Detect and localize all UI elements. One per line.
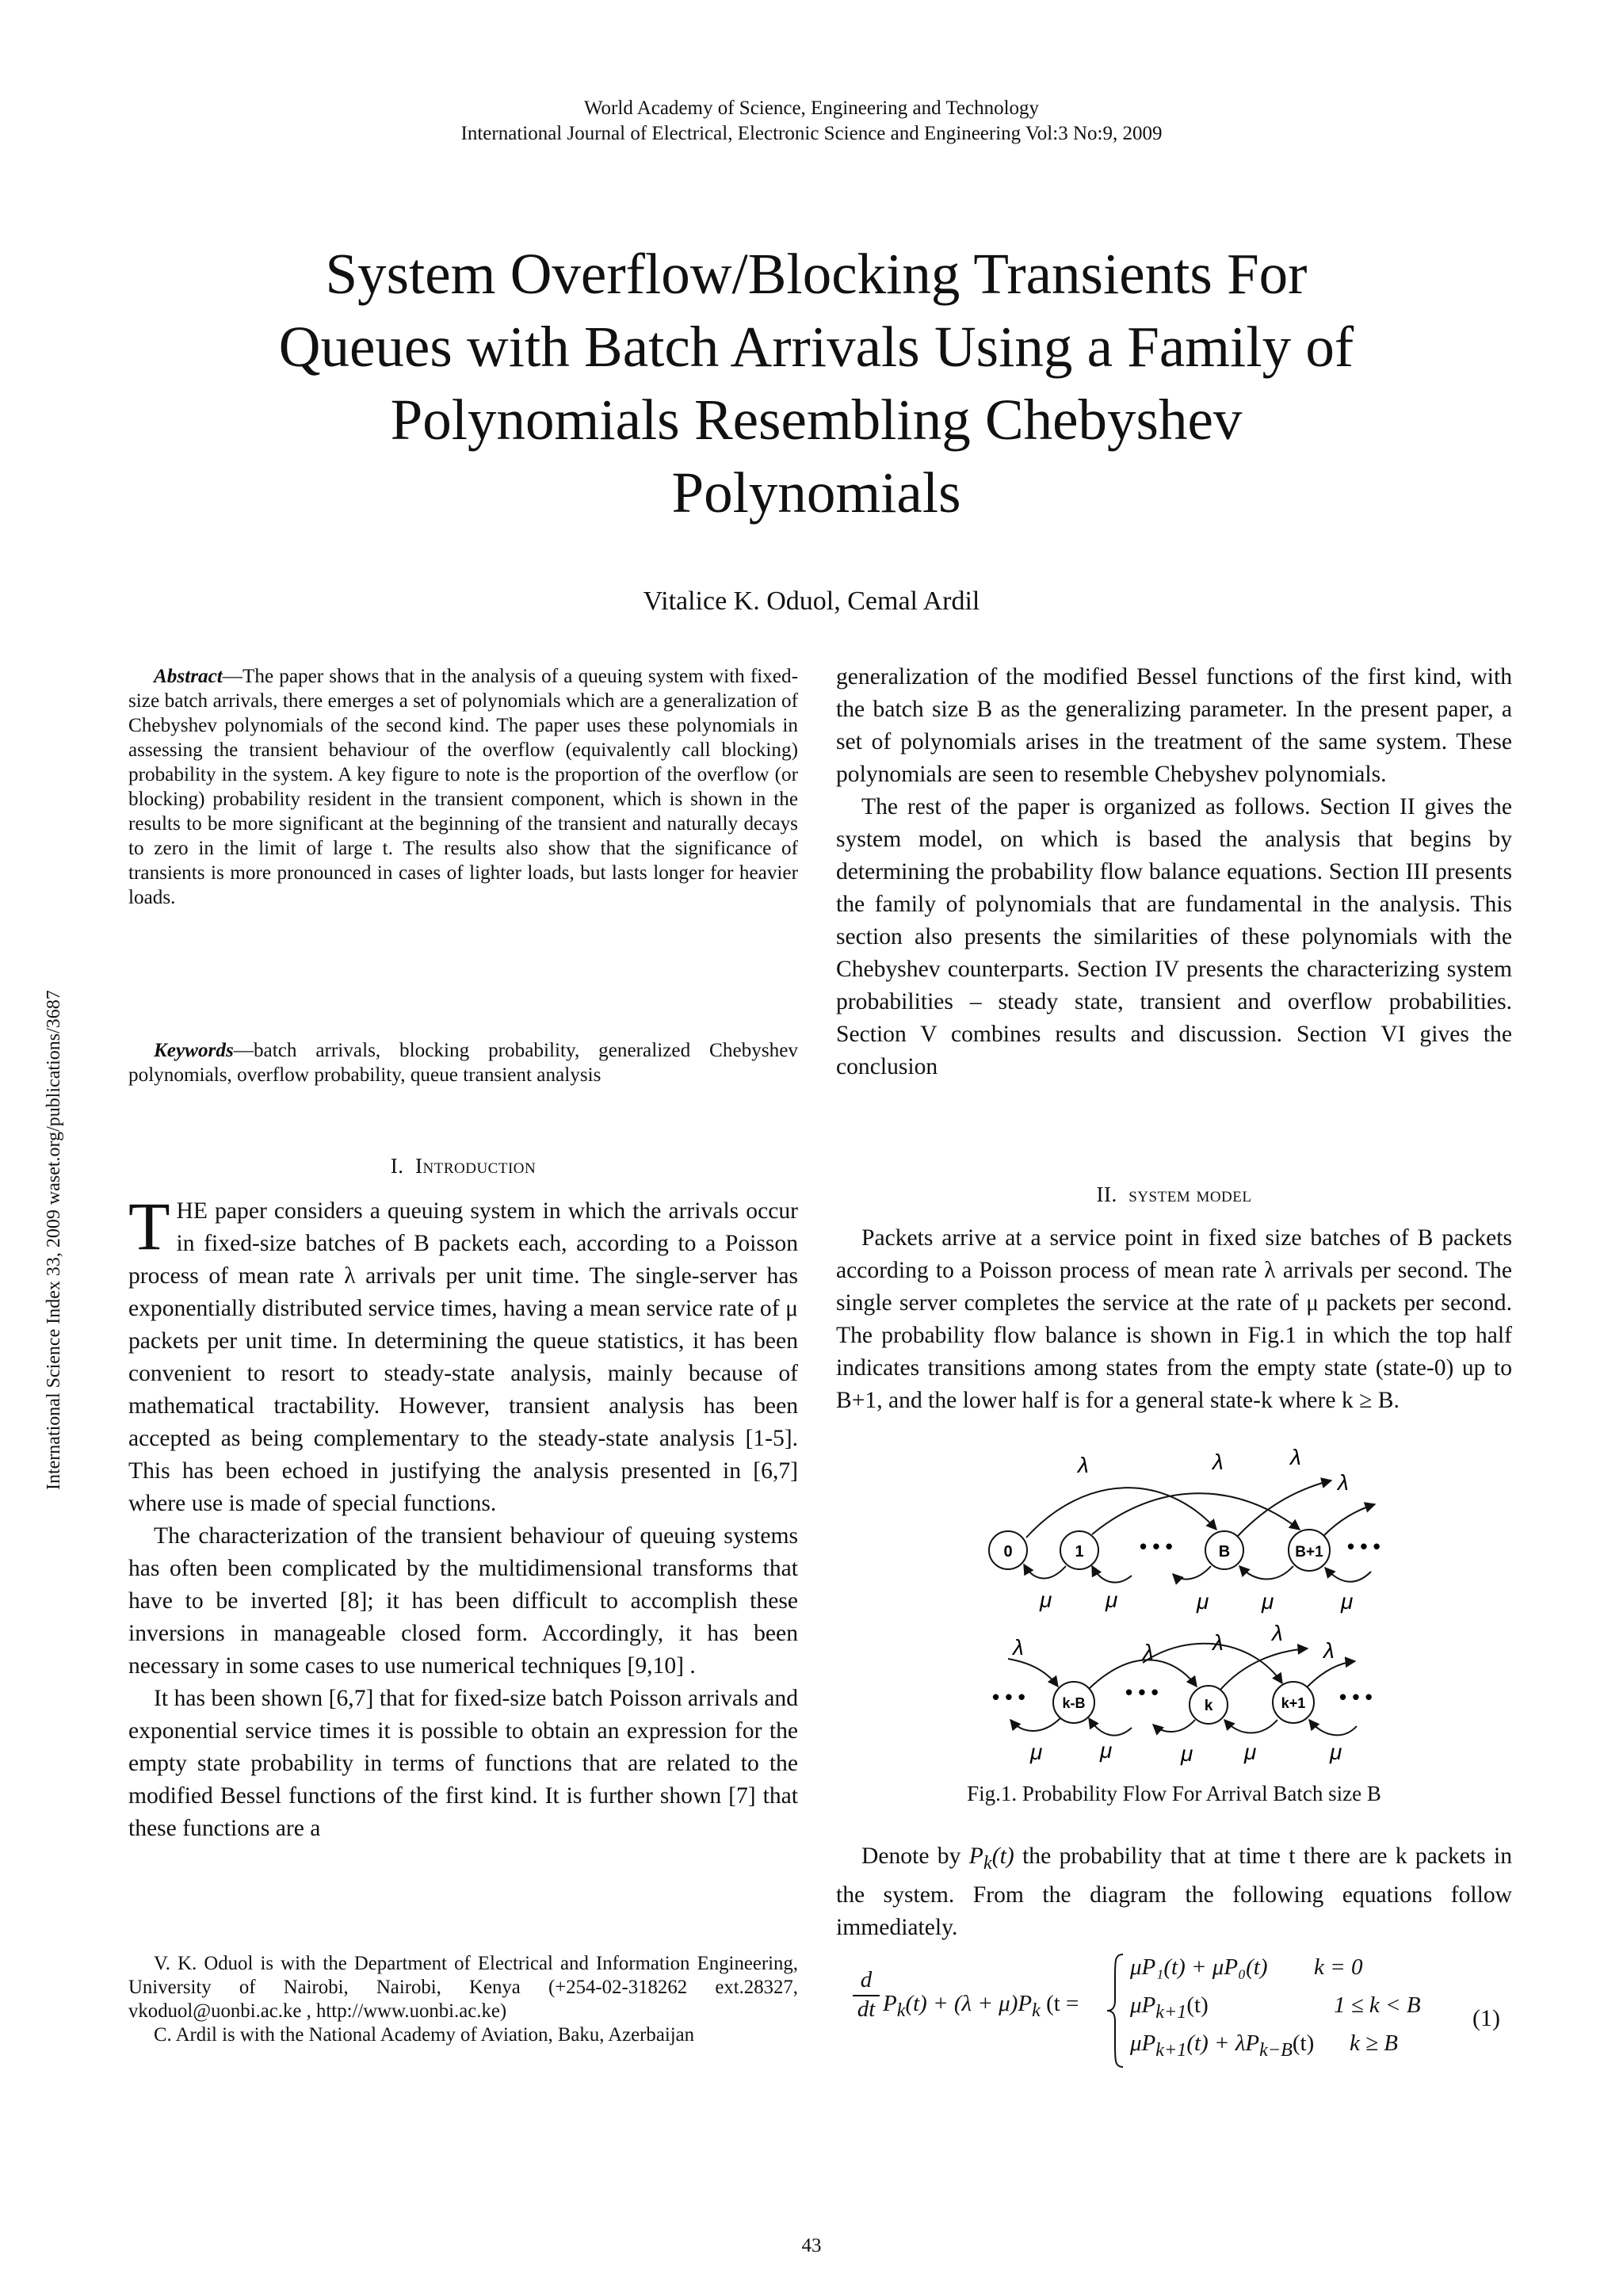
section-number: I. xyxy=(390,1154,404,1178)
eq-lhs-rest: (t) + (λ + μ)P xyxy=(905,1991,1033,2016)
eq-case-2: μP xyxy=(1130,1992,1156,2018)
mu-label: μ xyxy=(1030,1740,1043,1764)
lambda-label: λ xyxy=(1290,1445,1301,1469)
lead-word: HE xyxy=(176,1198,208,1224)
footnote-line: C. Ardil is with the National Academy of Aviation, Baku, Azerbaijan xyxy=(154,2024,695,2046)
right-column-intro xyxy=(836,661,1512,1083)
mu-label: μ xyxy=(1181,1741,1193,1766)
mu-label: μ xyxy=(1197,1589,1209,1614)
symbol-sub: k xyxy=(983,1851,992,1874)
eq-case-3: μP xyxy=(1130,2030,1156,2056)
figure-probability-flow xyxy=(951,1425,1426,1782)
lambda-label: λ xyxy=(1212,1450,1224,1474)
abstract-label: Abstract xyxy=(154,666,223,687)
mu-label: μ xyxy=(1330,1740,1342,1764)
system-model-body xyxy=(836,1222,1512,1417)
equation-number: (1) xyxy=(1472,2005,1500,2031)
lambda-arc xyxy=(1308,1661,1355,1687)
text: the probability that at time t there are k packets in the system. From the diagram the following equations follow immediately. xyxy=(836,1843,1512,1940)
text: Denote by xyxy=(861,1843,969,1869)
lambda-arc xyxy=(1008,1659,1058,1687)
paragraph: It has been shown [6,7] that for fixed-size batch Poisson arrivals and exponential service times it is possible to obtain an expression for the empty state probability in terms of functions that are related to the modified Bessel functions of the first kind. It is further shown [7] that these functions are a xyxy=(128,1686,798,1841)
lambda-label: λ xyxy=(1212,1630,1224,1655)
eq-cond-1: k = 0 xyxy=(1314,1954,1363,1980)
paragraph: The rest of the paper is organized as follows. Section II gives the system model, on which is based the analysis that begins by determining the probability flow balance equations. Section III presents the family of polynomials that are fundamental in the analysis. This section also presents the similarities of these polynomials with the Chebyshev counterparts. Section IV presents the characterizing system probabilities – steady state, transient and overflow probabilities. Section V combines results and discussion. Section VI gives the conclusion xyxy=(836,794,1512,1079)
eq-sub: k+1 xyxy=(1155,2000,1187,2023)
keywords xyxy=(128,1038,798,1087)
mu-arc xyxy=(1224,1720,1277,1733)
abstract-text: —The paper shows that in the analysis of a queuing system with fixed-size batch arrivals, there emerges a set of polynomials which are a generalization of Chebyshev polynomials of the second kind. The paper uses these polynomials in assessing the transient behaviour of the overflow (equivalently call blocking) probability in the system. A key figure to note is the proportion of the overflow (or blocking) probability resident in the transient component, which is shown in the results to be more significant at the beginning of the transient and naturally decays to zero in the limit of large t. The results also show that the significance of transients is more pronounced in cases of lighter loads, but lasts longer for heavier loads. xyxy=(128,666,798,908)
mu-label: μ xyxy=(1244,1740,1257,1764)
footnote-line: V. K. Oduol is with the Department of Electrical and Information Engineering, University of Nairobi, Nairobi, Kenya (+254-02-318262 ext.28327, vkoduol@uonbi.ac.ke , http://www.uonbi.ac.ke) xyxy=(128,1953,798,2022)
ellipsis: • • • xyxy=(1125,1680,1159,1704)
node-label: k-B xyxy=(1062,1695,1086,1711)
ellipsis: • • • xyxy=(1339,1685,1373,1709)
eq-cond-2: 1 ≤ k < B xyxy=(1334,1992,1421,2018)
lambda-arc xyxy=(1026,1488,1216,1538)
mu-arc xyxy=(1239,1566,1293,1580)
eq-sub: k xyxy=(896,1999,906,2021)
lambda-label: λ xyxy=(1323,1638,1335,1663)
lambda-arc xyxy=(1238,1480,1331,1536)
page-number: 43 xyxy=(801,2235,822,2256)
mu-label: μ xyxy=(1341,1589,1354,1614)
eq-brace xyxy=(1104,1953,1128,2069)
mu-label: μ xyxy=(1106,1587,1118,1612)
node-label: k xyxy=(1204,1698,1213,1714)
keywords-label: Keywords xyxy=(154,1040,234,1061)
equation-1 xyxy=(838,1951,1512,2070)
mu-label: μ xyxy=(1100,1738,1113,1763)
eq-sub: k xyxy=(1032,1999,1041,2021)
section-heading-introduction xyxy=(128,1154,798,1179)
drop-cap: T xyxy=(128,1188,170,1264)
journal-name: World Academy of Science, Engineering and Technology xyxy=(583,97,1040,119)
paragraph: Packets arrive at a service point in fixed size batches of B packets according to a Poisson process of mean rate λ arrivals per second. The single server completes the service at the rate of μ packets per second. The probability flow balance is shown in Fig.1 in which the top half indicates transitions among states from the empty state (state-0) up to B+1, and the lower half is for a general state-k where k ≥ B. xyxy=(836,1225,1512,1413)
introduction-body xyxy=(128,1188,798,1845)
mu-arc xyxy=(1089,1718,1132,1736)
eq-case-3-mid: (t) + λP xyxy=(1186,2030,1260,2056)
title-line: Polynomials Resembling Chebyshev xyxy=(390,388,1243,452)
ellipsis: • • • xyxy=(1140,1534,1173,1558)
section-title: system model xyxy=(1128,1182,1252,1206)
mu-arc xyxy=(1173,1566,1211,1580)
paper-title xyxy=(143,238,1490,529)
symbol: P xyxy=(968,1843,983,1869)
mu-arc xyxy=(1024,1564,1066,1579)
mu-label: μ xyxy=(1040,1587,1052,1612)
state-node-k xyxy=(1190,1686,1228,1724)
section-heading-system-model xyxy=(836,1182,1512,1207)
figure-caption: Fig.1. Probability Flow For Arrival Batch size B xyxy=(967,1782,1381,1805)
mu-arc xyxy=(1325,1568,1371,1582)
state-node-k-plus-1 xyxy=(1273,1682,1314,1723)
node-label: 0 xyxy=(1003,1543,1013,1561)
eq-case-3-end: (t) xyxy=(1292,2030,1315,2056)
journal-volume: International Journal of Electrical, Electronic Science and Engineering Vol:3 No:9, 2009 xyxy=(460,123,1163,144)
ellipsis: • • • xyxy=(1347,1534,1381,1558)
state-node-k-minus-B xyxy=(1053,1682,1094,1723)
eq-lhs: P xyxy=(883,1991,897,2016)
state-node-1 xyxy=(1060,1531,1098,1569)
lambda-label: λ xyxy=(1078,1453,1089,1477)
eq-dt: dt xyxy=(857,1996,876,2022)
node-label: B xyxy=(1218,1543,1231,1561)
lambda-label: λ xyxy=(1143,1640,1154,1664)
symbol-arg: (t) xyxy=(991,1843,1014,1869)
authors: Vitalice K. Oduol, Cemal Ardil xyxy=(643,586,980,616)
mu-label: μ xyxy=(1262,1589,1274,1614)
node-label: k+1 xyxy=(1281,1695,1306,1711)
paragraph: paper considers a queuing system in which the arrivals occur in fixed-size batches of B packets each, according to a Poisson process of mean rate λ arrivals per unit time. The single-server has exponentially distributed service times, having a mean service rate of μ packets per unit time. In determining the queue statistics, it has been convenient to resort to steady-state analysis, mainly because of mathematical tractability. However, transient analysis has been accepted as being complementary to the steady-state analysis [1-5]. This has been echoed in justifying the analysis presented in [6,7] where use is made of special functions. xyxy=(128,1198,798,1516)
eq-sub: k+1 xyxy=(1155,2038,1187,2061)
section-title: Introduction xyxy=(415,1154,537,1178)
eq-case-2-end: (t) xyxy=(1186,1992,1209,2018)
title-line: Polynomials xyxy=(671,460,961,525)
footnote xyxy=(128,1952,798,2047)
mu-arc xyxy=(1010,1718,1060,1731)
lambda-arc xyxy=(1092,1493,1300,1534)
title-line: Queues with Batch Arrivals Using a Family of xyxy=(278,315,1354,379)
eq-cond-3: k ≥ B xyxy=(1350,2030,1399,2056)
section-number: II. xyxy=(1096,1182,1117,1206)
keywords-text: —batch arrivals, blocking probability, generalized Chebyshev polynomials, overflow probability, queue transient analysis xyxy=(128,1040,798,1086)
paragraph: generalization of the modified Bessel functions of the first kind, with the batch size B as the generalizing parameter. In the present paper, a set of polynomials arises in the treatment of the same system. These polynomials are seen to resemble Chebyshev polynomials. xyxy=(836,664,1512,787)
eq-lhs-end: (t = xyxy=(1040,1991,1079,2016)
state-node-0 xyxy=(989,1531,1027,1569)
denote-paragraph xyxy=(836,1840,1512,1944)
paragraph: The characterization of the transient behaviour of queuing systems has often been complicated by the multidimensional transforms that have to be inverted [8]; it has been difficult to accomplish these inversions in manageable closed form. Accordingly, it has been necessary in some cases to use numerical techniques [9,10] . xyxy=(128,1523,798,1679)
eq-sub: k−B xyxy=(1259,2038,1293,2061)
node-label: B+1 xyxy=(1295,1544,1323,1561)
mu-arc xyxy=(1153,1720,1195,1732)
eq-case-1: μP₁(t) + μP₀(t) xyxy=(1130,1954,1268,1980)
lambda-label: λ xyxy=(1013,1635,1024,1660)
side-index-text: International Science Index 33, 2009 waset.org/publications/3687 xyxy=(44,990,64,1490)
eq-d: d xyxy=(860,1967,873,1992)
mu-arc xyxy=(1092,1566,1132,1583)
state-node-B xyxy=(1205,1531,1243,1569)
lambda-label: λ xyxy=(1338,1470,1349,1495)
lambda-label: λ xyxy=(1272,1621,1283,1645)
node-label: 1 xyxy=(1075,1543,1084,1561)
mu-arc xyxy=(1309,1720,1357,1735)
ellipsis: • • • xyxy=(992,1685,1025,1709)
title-line: System Overflow/Blocking Transients For xyxy=(325,242,1308,306)
abstract xyxy=(128,664,798,910)
lambda-arc xyxy=(1323,1504,1375,1536)
